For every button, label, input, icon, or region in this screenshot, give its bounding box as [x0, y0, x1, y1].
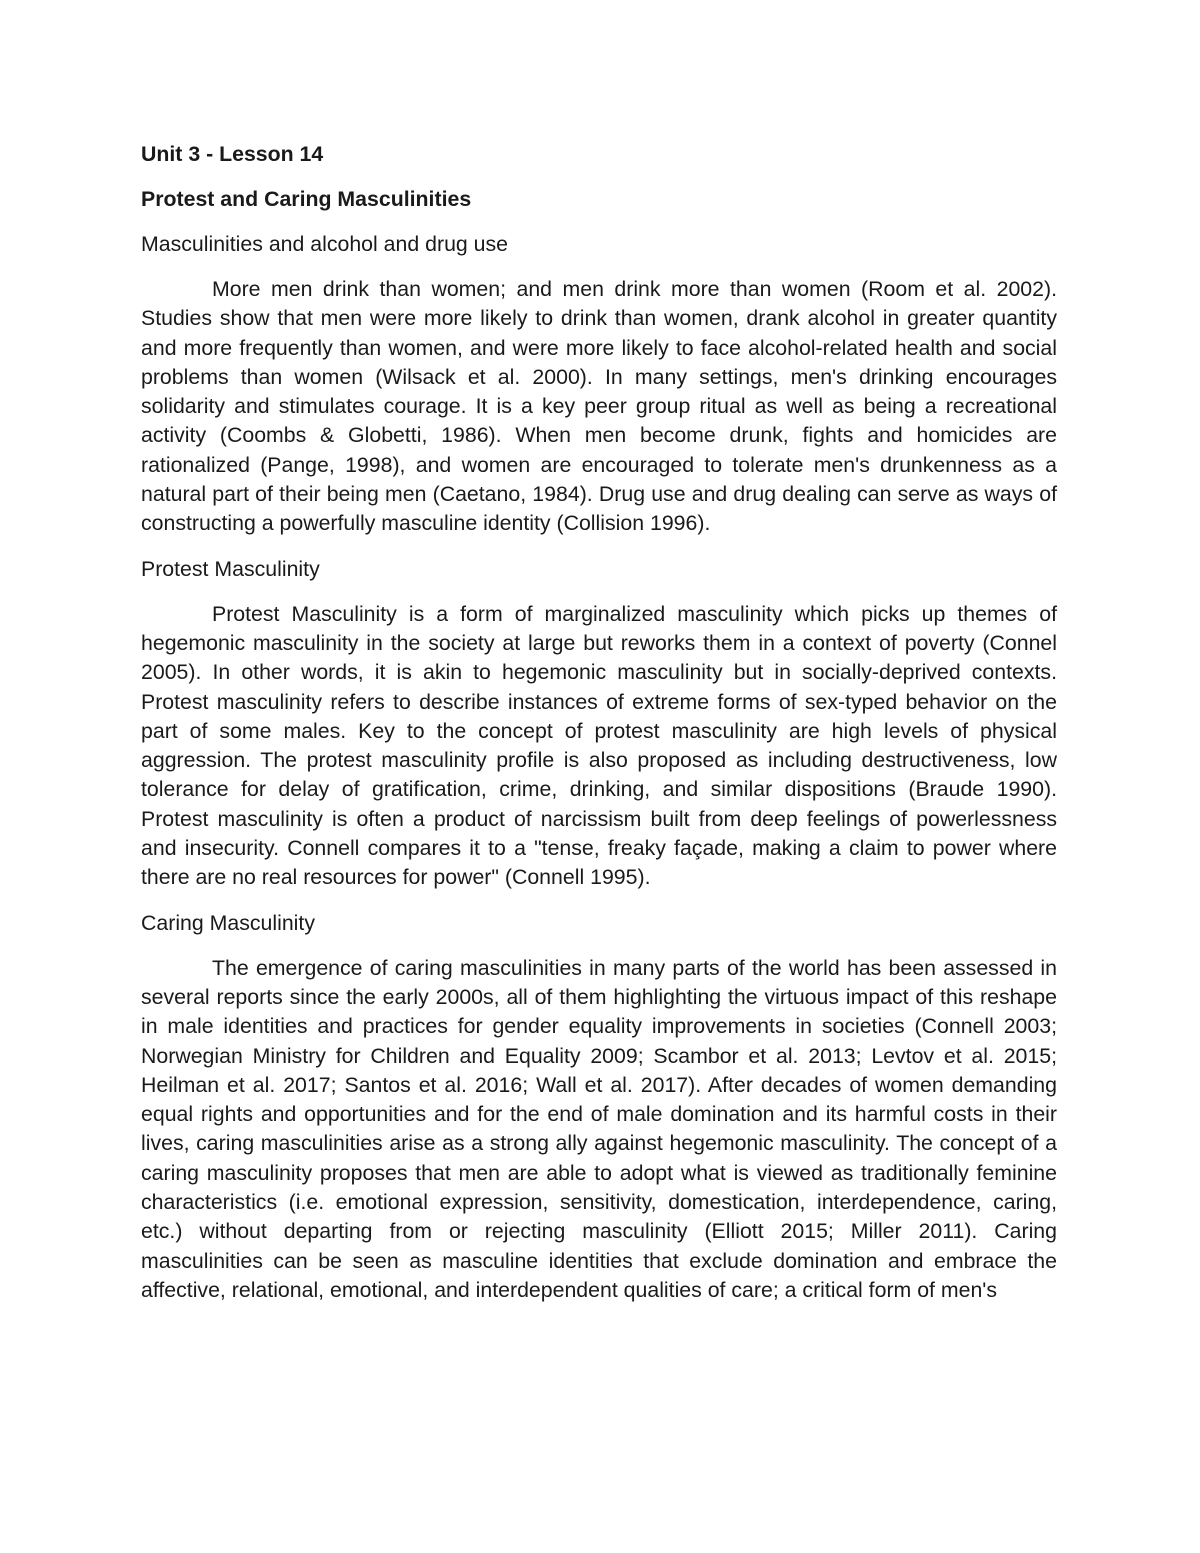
paragraph-protest-masculinity: Protest Masculinity is a form of marginalized masculinity which picks up themes of hegemonic masculinity in the society at large but reworks them in a context of poverty (Connel 2005). In other words, it is akin to hegemonic masculinity but in socially-deprived contexts. Protest masculinity refers to describe instances of extreme forms of sex-typed behavior on the part of some males. Key to the concept of protest masculinity are high levels of physical aggression. The protest masculinity profile is also proposed as including destructiveness, low tolerance for delay of gratification, crime, drinking, and similar dispositions (Braude 1990). Protest masculinity is often a product of narcissism built from deep feelings of powerlessness and insecurity. Connell compares it to a "tense, freaky façade, making a claim to power where there are no real resources for power" (Connell 1995).: [141, 601, 1057, 890]
section-heading-caring-masculinity: Caring Masculinity: [141, 910, 315, 935]
paragraph-caring-masculinity: The emergence of caring masculinities in many parts of the world has been assessed in several reports since the early 2000s, all of them highlighting the virtuous impact of this reshape in male identities and practices for gender equality improvements in societies (Connell 2003; Norwegian Ministry for Children and Equality 2009; Scambor et al. 2013; Levtov et al. 2015; Heilman et al. 2017; Santos et al. 2016; Wall et al. 2017). After decades of women demanding equal rights and opportunities and for the end of male domination and its harmful costs in their lives, caring masculinities arise as a strong ally against hegemonic masculinity. The concept of a caring masculinity proposes that men are able to adopt what is viewed as traditionally feminine characteristics (i.e. emotional expression, sensitivity, domestication, interdependence, caring, etc.) without departing from or rejecting masculinity (Elliott 2015; Miller 2011). Caring masculinities can be seen as masculine identities that exclude domination and embrace the affective, relational, emotional, and interdependent qualities of care; a critical form of men's: [141, 955, 1057, 1302]
document-page: [141, 140, 1057, 1321]
document-title: Protest and Caring Masculinities: [141, 187, 472, 211]
section-heading-alcohol-drug-use: Masculinities and alcohol and drug use: [141, 232, 509, 256]
section-heading-protest-masculinity: Protest Masculinity: [141, 556, 320, 581]
paragraph-alcohol-drug-use: More men drink than women; and men drink more than women (Room et al. 2002). Studies show that men were more likely to drink than women, drank alcohol in greater quantity and more frequently than women, and were more likely to face alcohol-related health and social problems than women (Wilsack et al. 2000). In many settings, men's drinking encourages solidarity and stimulates courage. It is a key peer group ritual as well as being a recreational activity (Coombs & Globetti, 1986). When men become drunk, fights and homicides are rationalized (Pange, 1998), and women are encouraged to tolerate men's drunkenness as a natural part of their being men (Caetano, 1984). Drug use and drug dealing can serve as ways of constructing a powerfully masculine identity (Collision 1996).: [141, 277, 1057, 536]
unit-lesson-label: Unit 3 - Lesson 14: [141, 142, 324, 166]
